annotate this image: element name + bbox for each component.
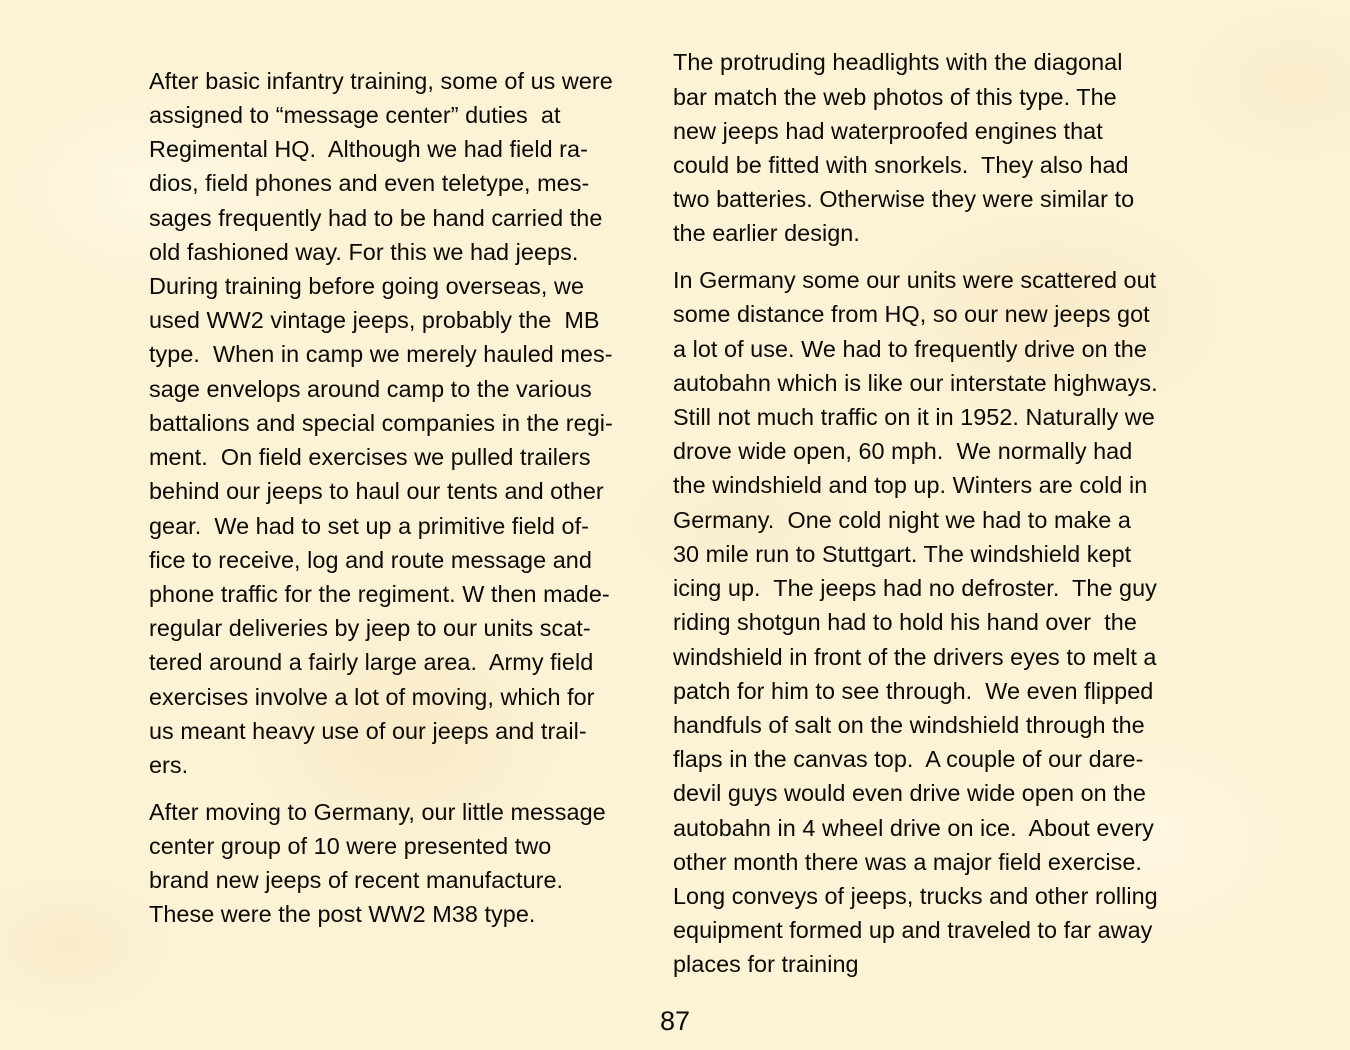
- text-line: used WW2 vintage jeeps, probably the MB: [149, 307, 600, 333]
- text-line: phone traffic for the regiment. W then made-: [149, 581, 610, 607]
- text-line: gear. We had to set up a primitive field of-: [149, 513, 589, 539]
- text-line: dios, field phones and even teletype, mes-: [149, 170, 590, 196]
- text-line: other month there was a major field exercise.: [673, 849, 1142, 875]
- text-line: the earlier design.: [673, 220, 860, 246]
- text-line: Germany. One cold night we had to make a: [673, 507, 1131, 533]
- text-line: autobahn in 4 wheel drive on ice. About every: [673, 815, 1154, 841]
- text-line: a lot of use. We had to frequently drive on the: [673, 336, 1147, 362]
- text-line: sages frequently had to be hand carried the: [149, 205, 603, 231]
- text-line: patch for him to see through. We even flipped: [673, 678, 1154, 704]
- text-line: places for training: [673, 951, 859, 977]
- text-line: 30 mile run to Stuttgart. The windshield kept: [673, 541, 1132, 567]
- text-line: flaps in the canvas top. A couple of our dare-: [673, 746, 1144, 772]
- text-line: Regimental HQ. Although we had field ra-: [149, 136, 588, 162]
- text-line: After moving to Germany, our little message: [149, 799, 606, 825]
- text-line: windshield in front of the drivers eyes to melt a: [673, 644, 1157, 670]
- text-line: After basic infantry training, some of us were: [149, 68, 613, 94]
- text-line: could be fitted with snorkels. They also had: [673, 152, 1129, 178]
- text-line: The protruding headlights with the diagonal: [673, 49, 1123, 75]
- text-line: autobahn which is like our interstate highways.: [673, 370, 1158, 396]
- text-line: exercises involve a lot of moving, which for: [149, 684, 595, 710]
- text-line: sage envelops around camp to the various: [149, 376, 592, 402]
- text-line: Still not much traffic on it in 1952. Naturally we: [673, 404, 1155, 430]
- text-line: ment. On field exercises we pulled trailers: [149, 444, 591, 470]
- text-line: regular deliveries by jeep to our units scat-: [149, 615, 591, 641]
- text-line: assigned to “message center” duties at: [149, 102, 561, 128]
- text-line: type. When in camp we merely hauled mes-: [149, 341, 613, 367]
- text-line: devil guys would even drive wide open on the: [673, 780, 1146, 806]
- text-line: equipment formed up and traveled to far away: [673, 917, 1153, 943]
- text-line: In Germany some our units were scattered out: [673, 267, 1157, 293]
- text-line: icing up. The jeeps had no defroster. The guy: [673, 575, 1157, 601]
- page-number: 87: [659, 1006, 691, 1036]
- text-line: center group of 10 were presented two: [149, 833, 552, 859]
- text-line: new jeeps had waterproofed engines that: [673, 118, 1103, 144]
- text-line: These were the post WW2 M38 type.: [149, 901, 536, 927]
- text-line: bar match the web photos of this type. The: [673, 84, 1117, 110]
- text-line: drove wide open, 60 mph. We normally had: [673, 438, 1133, 464]
- text-line: old fashioned way. For this we had jeeps.: [149, 239, 579, 265]
- text-line: handfuls of salt on the windshield through the: [673, 712, 1145, 738]
- text-line: behind our jeeps to haul our tents and other: [149, 478, 604, 504]
- text-line: two batteries. Otherwise they were similar to: [673, 186, 1135, 212]
- text-line: ers.: [149, 752, 189, 778]
- text-line: the windshield and top up. Winters are cold in: [673, 472, 1148, 498]
- text-line: brand new jeeps of recent manufacture.: [149, 867, 564, 893]
- text-line: tered around a fairly large area. Army field: [149, 649, 594, 675]
- text-line: us meant heavy use of our jeeps and trail-: [149, 718, 587, 744]
- text-line: Long conveys of jeeps, trucks and other rolling: [673, 883, 1158, 909]
- text-line: During training before going overseas, we: [149, 273, 585, 299]
- text-line: fice to receive, log and route message and: [149, 547, 592, 573]
- text-line: battalions and special companies in the regi-: [149, 410, 613, 436]
- text-line: some distance from HQ, so our new jeeps got: [673, 301, 1150, 327]
- text-line: riding shotgun had to hold his hand over the: [673, 609, 1137, 635]
